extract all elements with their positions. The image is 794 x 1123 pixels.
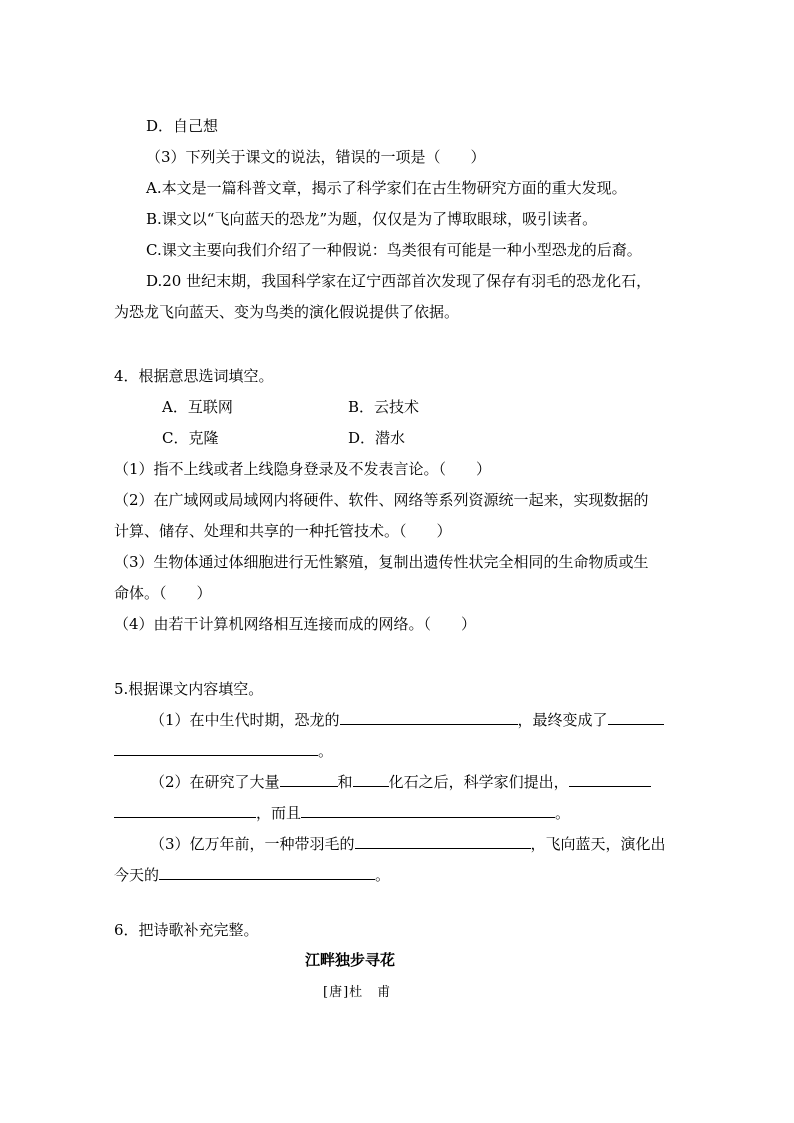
word-option-a: A．互联网 bbox=[162, 398, 233, 416]
q5-s1-end: 。 bbox=[318, 742, 334, 760]
question-5-title: 5.根据课文内容填空。 bbox=[114, 680, 264, 698]
q5-s1-text-a: （1）在中生代时期，恐龙的 bbox=[150, 711, 340, 729]
q5-s2-text-d: ，而且 bbox=[256, 804, 302, 822]
q5-s2-text-c: 化石之后，科学家们提出， bbox=[388, 773, 569, 791]
fill-blank[interactable] bbox=[114, 803, 256, 818]
word-option-c: C．克隆 bbox=[162, 429, 219, 447]
word-option-b: B．云技术 bbox=[348, 398, 420, 416]
q5-sentence-1-cont bbox=[114, 741, 333, 761]
fill-blank[interactable] bbox=[159, 865, 375, 880]
q5-sentence-2-cont bbox=[114, 803, 570, 823]
q5-s3-text-c: 今天的 bbox=[114, 866, 160, 884]
q4-item-3-line2: 命体。（ ） bbox=[114, 584, 212, 602]
q4-item-2-line1: （2）在广域网或局域网内将硬件、软件、网络等系列资源统一起来，实现数据的 bbox=[114, 491, 649, 509]
choice-a: A.本文是一篇科普文章，揭示了科学家们在古生物研究方面的重大发现。 bbox=[146, 179, 627, 197]
q5-s3-end: 。 bbox=[375, 866, 391, 884]
q5-s2-text-b: 和 bbox=[337, 773, 353, 791]
q5-s1-text-b: ，最终变成了 bbox=[517, 711, 608, 729]
poem-title: 江畔独步寻花 bbox=[305, 951, 396, 969]
question-6-title: 6．把诗歌补充完整。 bbox=[114, 921, 259, 939]
q4-item-1: （1）指不上线或者上线隐身登录及不发表言论。（ ） bbox=[114, 460, 492, 478]
q5-s3-text-b: ，飞向蓝天，演化出 bbox=[530, 835, 666, 853]
q5-s3-text-a: （3）亿万年前，一种带羽毛的 bbox=[150, 835, 355, 853]
q5-sentence-3 bbox=[150, 834, 666, 854]
choice-d-line1: D.20 世纪末期，我国科学家在辽宁西部首次发现了保存有羽毛的恐龙化石， bbox=[146, 272, 652, 290]
choice-d-line2: 为恐龙飞向蓝天、变为鸟类的演化假说提供了依据。 bbox=[114, 303, 460, 321]
word-option-d: D．潜水 bbox=[348, 429, 406, 447]
option-d-text: D．自己想 bbox=[146, 117, 219, 135]
q4-item-3-line1: （3）生物体通过体细胞进行无性繁殖，复制出遗传性状完全相同的生命物质或生 bbox=[114, 553, 649, 571]
choice-c: C.课文主要向我们介绍了一种假说：鸟类很有可能是一种小型恐龙的后裔。 bbox=[146, 241, 642, 259]
q5-sentence-1 bbox=[150, 710, 664, 730]
fill-blank[interactable] bbox=[355, 834, 531, 849]
fill-blank[interactable] bbox=[353, 772, 389, 787]
question-3-sub3-stem: （3）下列关于课文的说法，错误的一项是（ ） bbox=[146, 148, 486, 166]
q4-item-2-line2: 计算、储存、处理和共享的一种托管技术。（ ） bbox=[114, 522, 452, 540]
q4-item-4: （4）由若干计算机网络相互连接而成的网络。（ ） bbox=[114, 615, 477, 633]
q5-sentence-3-cont bbox=[114, 865, 390, 885]
fill-blank[interactable] bbox=[340, 710, 518, 725]
q5-sentence-2 bbox=[150, 772, 651, 792]
fill-blank[interactable] bbox=[280, 772, 338, 787]
question-4-title: 4．根据意思选词填空。 bbox=[114, 367, 274, 385]
q5-s2-end: 。 bbox=[555, 804, 571, 822]
fill-blank[interactable] bbox=[301, 803, 555, 818]
fill-blank[interactable] bbox=[608, 710, 664, 725]
q5-s2-text-a: （2）在研究了大量 bbox=[150, 773, 280, 791]
fill-blank[interactable] bbox=[569, 772, 651, 787]
fill-blank[interactable] bbox=[114, 741, 318, 756]
poem-author: [唐]杜 甫 bbox=[323, 985, 392, 1000]
choice-b: B.课文以“飞向蓝天的恐龙”为题，仅仅是为了博取眼球，吸引读者。 bbox=[146, 210, 598, 228]
